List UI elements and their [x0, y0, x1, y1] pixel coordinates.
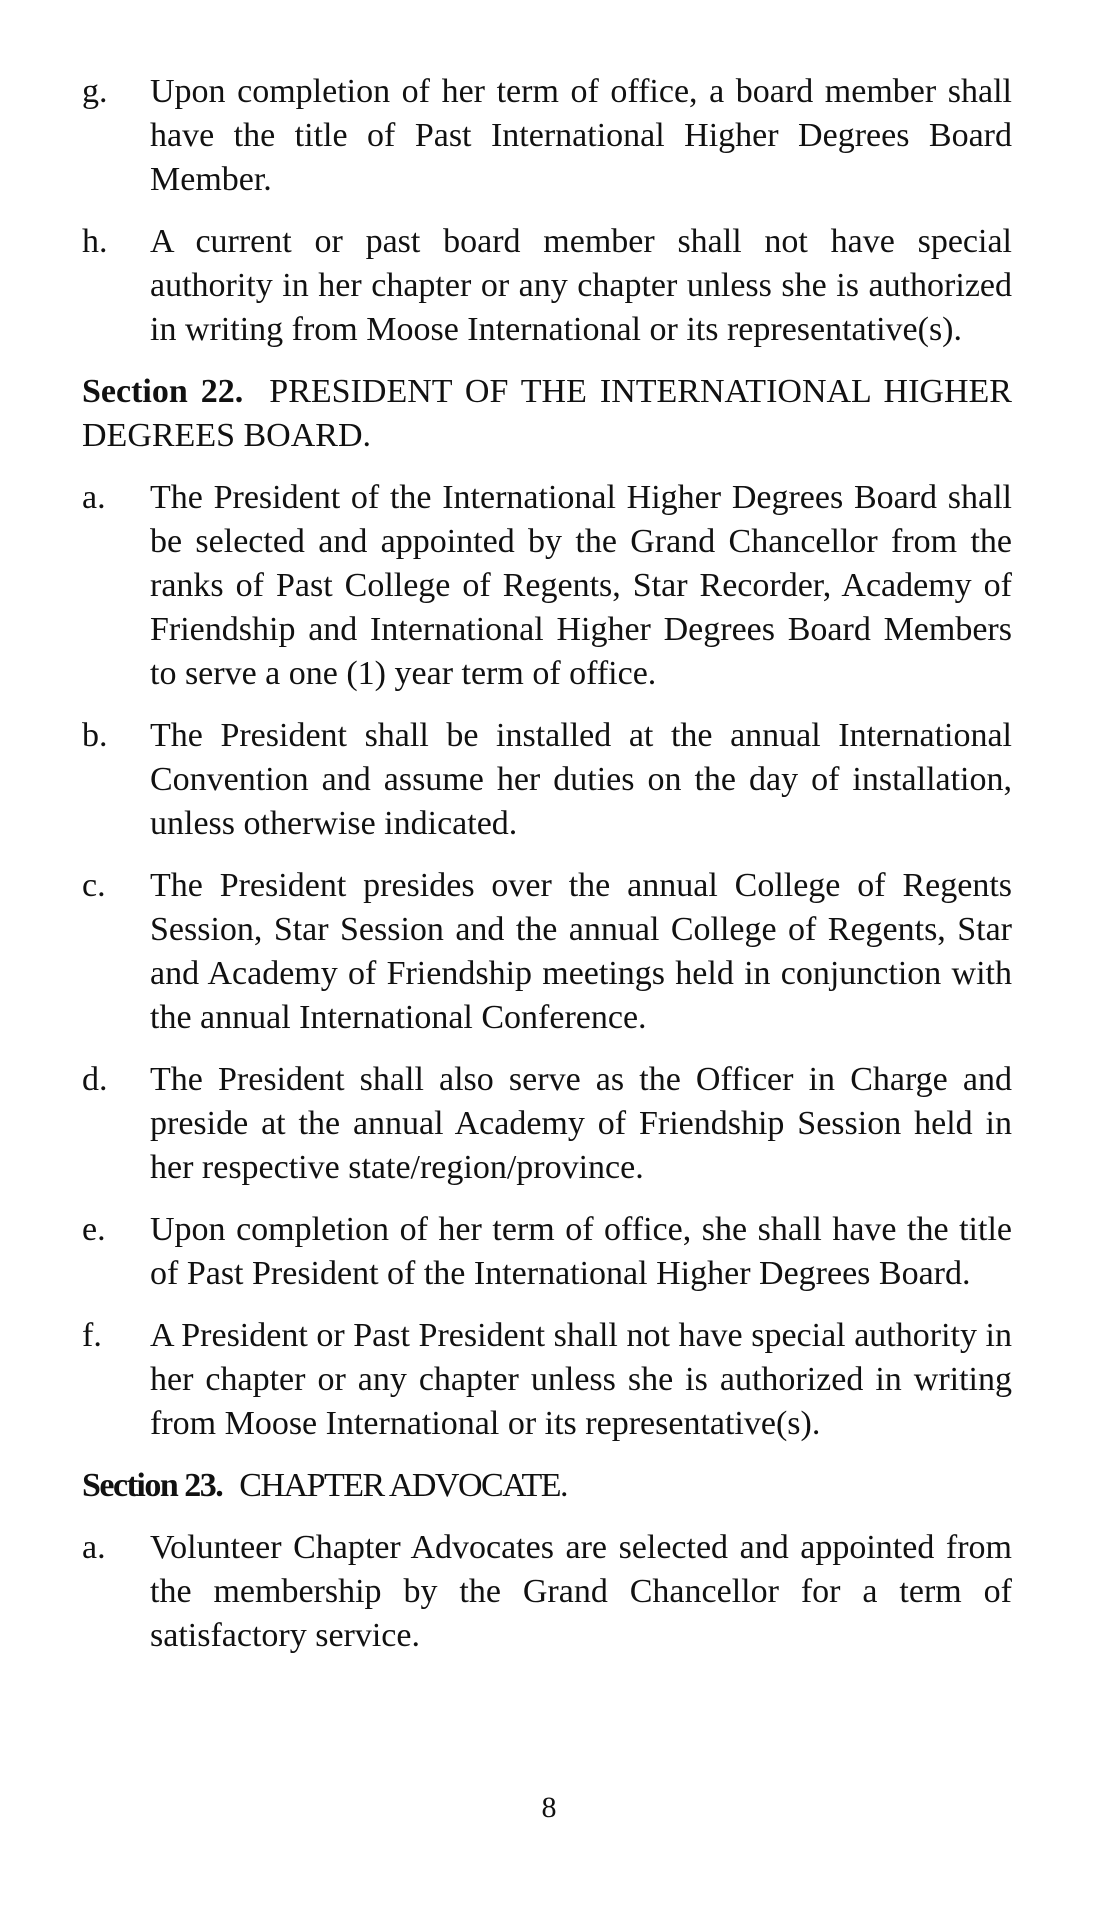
list-item [82, 220, 1012, 352]
list-item [82, 714, 1012, 846]
item-text: The President presides over the annual College of Regents Session, Star Session and the annual College of Regents, Star and Academy of Friendship meetings held in conjunction with the annual International Conference. [150, 867, 1012, 1036]
document-page [82, 70, 1012, 1676]
item-letter: g. [82, 73, 108, 110]
item-text: The President shall be installed at the annual International Convention and assume her duties on the day of installation, unless otherwise indicated. [150, 717, 1012, 842]
list-item [82, 1058, 1012, 1190]
item-letter: e. [82, 1211, 106, 1248]
section-22-heading [82, 370, 1012, 458]
section-title: PRESIDENT OF THE INTERNATIONAL HIGHER DEGREES BOARD. [82, 373, 1012, 454]
item-letter: d. [82, 1061, 108, 1098]
list-item [82, 1314, 1012, 1446]
item-letter: f. [82, 1317, 102, 1354]
list-item [82, 1208, 1012, 1296]
section-23-heading [82, 1464, 1012, 1508]
list-item [82, 864, 1012, 1040]
section-number: Section 23. [82, 1467, 223, 1504]
section-title: CHAPTER ADVOCATE. [239, 1467, 568, 1504]
item-text: A President or Past President shall not have special authority in her chapter or any chapter unless she is authorized in writing from Moose International or its representative(s). [150, 1317, 1012, 1442]
list-item [82, 1526, 1012, 1658]
item-text: The President of the International Higher Degrees Board shall be selected and appointed by the Grand Chancellor from the ranks of Past College of Regents, Star Recorder, Academy of Friendship and International Higher Degrees Board Members to serve a one (1) year term of office. [150, 479, 1012, 692]
item-text: A current or past board member shall not have special authority in her chapter or any chapter unless she is authorized in writing from Moose International or its representative(s). [150, 223, 1012, 348]
item-letter: a. [82, 479, 106, 516]
item-text: Upon completion of her term of office, she shall have the title of Past President of the International Higher Degrees Board. [150, 1211, 1012, 1292]
item-letter: a. [82, 1529, 106, 1566]
item-text: Upon completion of her term of office, a board member shall have the title of Past International Higher Degrees Board Member. [150, 73, 1012, 198]
item-letter: h. [82, 223, 108, 260]
item-text: The President shall also serve as the Officer in Charge and preside at the annual Academy of Friendship Session held in her respective state/region/province. [150, 1061, 1012, 1186]
section-number: Section 22. [82, 373, 244, 410]
item-letter: c. [82, 867, 106, 904]
item-letter: b. [82, 717, 108, 754]
item-text: Volunteer Chapter Advocates are selected and appointed from the membership by the Grand Chancellor for a term of satisfactory service. [150, 1529, 1012, 1654]
list-item [82, 70, 1012, 202]
list-item [82, 476, 1012, 696]
page-number: 8 [541, 1791, 557, 1824]
